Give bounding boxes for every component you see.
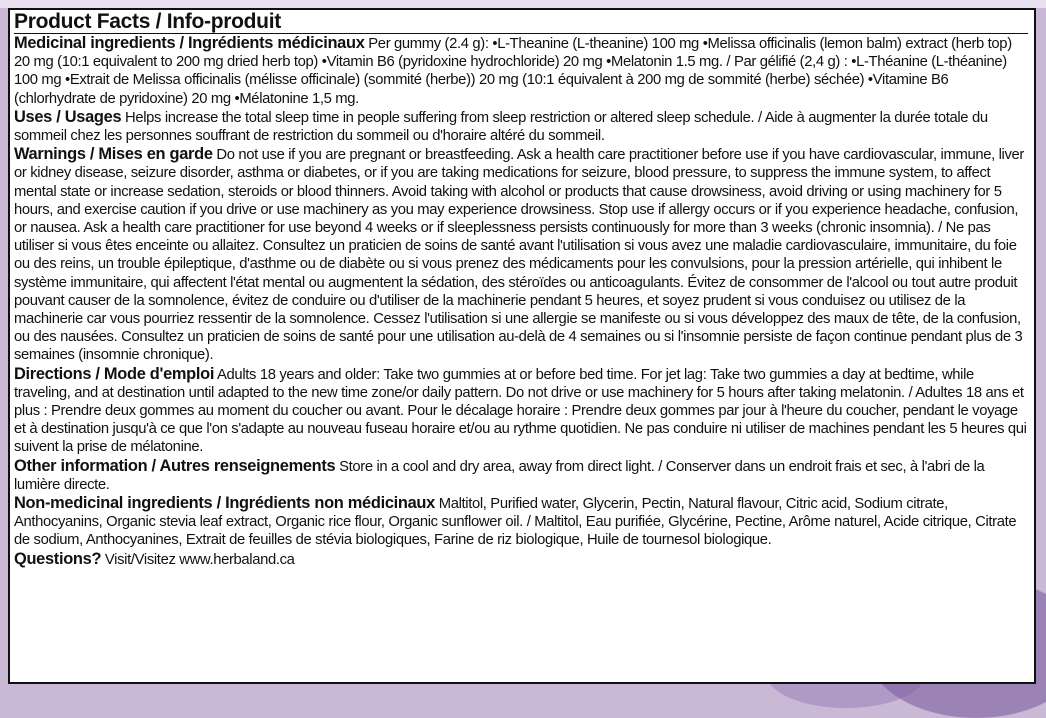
uses-section (14, 108, 1028, 145)
directions-section (14, 365, 1028, 457)
section-heading: Other information / Autres renseignements (14, 456, 336, 475)
medicinal-ingredients-section (14, 34, 1028, 108)
section-heading: Warnings / Mises en garde (14, 145, 213, 164)
website-link[interactable]: Visit/Visitez www.herbaland.ca (101, 551, 295, 568)
section-text: Per gummy (2.4 g): •L-Theanine (L-theanine) 100 mg •Melissa officinalis (lemon balm) extract (herb top) 20 mg (10:1 equivalent to 200 mg dried herb top) •Vitamin B6 (pyridoxine hydrochloride) 20 mg •Melatonin 1.5 mg. / Par gélifié (2,4 g) : •L-Théanine (L-théanine) 100 mg •Extrait de Melissa officinalis (mélisse officinale) (sommité (herbe)) 20 mg (10:1 équivalent à 200 mg de sommité (herbe) séchée) •Vitamine B6 (chlorhydrate de pyridoxine) 20 mg •Mélatonine 1,5 mg. (14, 36, 1012, 107)
other-information-section (14, 457, 1028, 494)
section-heading: Medicinal ingredients / Ingrédients médicinaux (14, 34, 365, 52)
section-text: Store in a cool and dry area, away from direct light. / Conserver dans un endroit frais et sec, à l'abri de la lumière directe. (14, 458, 985, 493)
section-heading: Uses / Usages (14, 107, 122, 126)
section-heading: Questions? (14, 549, 102, 568)
section-text: Maltitol, Purified water, Glycerin, Pectin, Natural flavour, Citric acid, Sodium citrate, Anthocyanins, Organic stevia leaf extract, Organic rice flour, Organic sunflower oil. / Maltitol, Eau purifiée, Glycérine, Pectine, Arôme naturel, Acide citrique, Citrate de sodium, Anthocyanines, Extrait de feuilles de stévia biologiques, Farine de riz biologique, Huile de tournesol biologique. (14, 496, 1017, 549)
non-medicinal-ingredients-section (14, 494, 1028, 550)
background-strip (0, 0, 1046, 8)
section-text: Do not use if you are pregnant or breastfeeding. Ask a health care practitioner before use if you have cardiovascular, immune, liver or kidney disease, seizure disorder, asthma or diabetes, or if you are taking medications for seizure, blood pressure, to suppress the immune system, to affect mental state or increase sedation, steroids or blood thinners. Avoid taking with alcohol or products that cause drowsiness, avoid driving or using machinery for 5 hours, and exercise caution if you drive or use machinery as you may experience drowsiness. Stop use if allergy occurs or if you experience headache, confusion, or nausea. Ask a health care practitioner for use beyond 4 weeks or if sleeplessness persists continuously for more than 3 weeks (chronic insomnia). / Ne pas utiliser si vous êtes enceinte ou allaitez. Consultez un praticien de soins de santé avant l'utilisation si vous avez une maladie cardiovasculaire, immunitaire, du foie ou des reins, un trouble épileptique, d'asthme ou de diabète ou si vous prenez des médicaments pour les convulsions, pour la pression artérielle, qui inhibent le système immunitaire, qui affectent l'état mental ou augmentent la sédation, des stéroïdes ou anticoagulants. Évitez de consommer de l'alcool ou tout autre produit pouvant causer de la somnolence, évitez de conduire ou d'utiliser de la machinerie pendant 5 heures, et soyez prudent si vous conduisez ou utilisez de la machinerie car vous pourriez ressentir de la somnolence. Cessez l'utilisation si une allergie se manifeste ou si vous développez des maux de tête, de la confusion, ou des nausées. Consultez un praticien de soins de santé pour une utilisation au-delà de 4 semaines ou si l'insomnie persiste de façon continue pendant plus de 3 semaines (insomnie chronique). (14, 147, 1024, 364)
warnings-section (14, 145, 1028, 364)
questions-section (14, 550, 1028, 569)
section-text: Helps increase the total sleep time in people suffering from sleep restriction or altered sleep schedule. / Aide à augmenter la durée totale du sommeil chez les personnes souffrant de restriction du sommeil ou d'horaire altéré du sommeil. (14, 109, 988, 145)
product-facts-panel (8, 8, 1036, 684)
panel-title: Product Facts / Info-produit (14, 10, 281, 33)
section-text: Adults 18 years and older: Take two gummies at or before bed time. For jet lag: Take two gummies a day at bedtime, while traveling, and at destination until adapted to the new time zone/or daily pattern. Do not drive or use machinery for 5 hours after taking melatonin. / Adultes 18 ans et plus : Prendre deux gommes au moment du coucher ou avant. Pour le décalage horaire : Prendre deux gommes par jour à l'heure du coucher, pendant le voyage et à destination jusqu'à ce que l'on s'adapte au nouveau fuseau horaire et/ou au rythme quotidien. Ne pas conduire ni utiliser de machines pendant les 5 heures qui suivent la prise de mélatonine. (14, 366, 1027, 456)
section-heading: Non-medicinal ingredients / Ingrédients non médicinaux (14, 494, 435, 513)
section-heading: Directions / Mode d'emploi (14, 364, 215, 383)
